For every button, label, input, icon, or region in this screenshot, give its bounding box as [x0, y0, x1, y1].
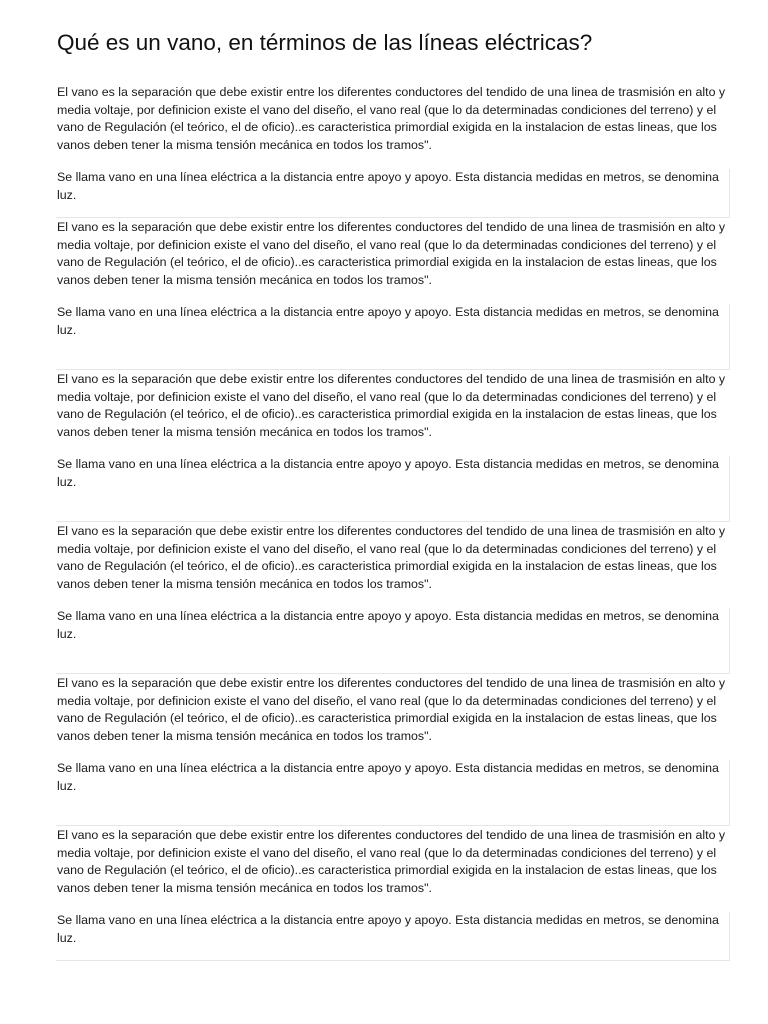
answer-paragraph: El vano es la separación que debe existir entre los diferentes conductores del tendido de una linea de trasmisión en alto y media voltaje, por definicion existe el vano del diseño, el vano real (que lo da determinadas condiciones del terreno) y el vano de Regulación (el teórico, el de oficio)..es caracteristica primordial exigida en la instalacion de estas lineas, que los vanos deben tener la misma tensión mecánica en todos los tramos". [57, 372, 726, 439]
page-title: Qué es un vano, en términos de las líneas eléctricas? [57, 30, 593, 55]
definition-box [56, 760, 730, 826]
definition-paragraph: Se llama vano en una línea eléctrica a la distancia entre apoyo y apoyo. Esta distancia medidas en metros, se denomina luz. [57, 305, 719, 337]
definition-box [56, 169, 730, 218]
answer-paragraph: El vano es la separación que debe existir entre los diferentes conductores del tendido de una linea de trasmisión en alto y media voltaje, por definicion existe el vano del diseño, el vano real (que lo da determinadas condiciones del terreno) y el vano de Regulación (el teórico, el de oficio)..es caracteristica primordial exigida en la instalacion de estas lineas, que los vanos deben tener la misma tensión mecánica en todos los tramos". [57, 220, 726, 287]
answer-paragraph: El vano es la separación que debe existir entre los diferentes conductores del tendido de una linea de trasmisión en alto y media voltaje, por definicion existe el vano del diseño, el vano real (que lo da determinadas condiciones del terreno) y el vano de Regulación (el teórico, el de oficio)..es caracteristica primordial exigida en la instalacion de estas lineas, que los vanos deben tener la misma tensión mecánica en todos los tramos". [57, 85, 726, 152]
answer-paragraph: El vano es la separación que debe existir entre los diferentes conductores del tendido de una linea de trasmisión en alto y media voltaje, por definicion existe el vano del diseño, el vano real (que lo da determinadas condiciones del terreno) y el vano de Regulación (el teórico, el de oficio)..es caracteristica primordial exigida en la instalacion de estas lineas, que los vanos deben tener la misma tensión mecánica en todos los tramos". [57, 828, 726, 895]
definition-paragraph: Se llama vano en una línea eléctrica a la distancia entre apoyo y apoyo. Esta distancia medidas en metros, se denomina luz. [57, 761, 719, 793]
definition-box [56, 304, 730, 370]
definition-box [56, 456, 730, 522]
definition-box [56, 608, 730, 674]
definition-paragraph: Se llama vano en una línea eléctrica a la distancia entre apoyo y apoyo. Esta distancia medidas en metros, se denomina luz. [57, 609, 719, 641]
definition-box [56, 912, 730, 961]
definition-paragraph: Se llama vano en una línea eléctrica a la distancia entre apoyo y apoyo. Esta distancia medidas en metros, se denomina luz. [57, 457, 719, 489]
answer-paragraph: El vano es la separación que debe existir entre los diferentes conductores del tendido de una linea de trasmisión en alto y media voltaje, por definicion existe el vano del diseño, el vano real (que lo da determinadas condiciones del terreno) y el vano de Regulación (el teórico, el de oficio)..es caracteristica primordial exigida en la instalacion de estas lineas, que los vanos deben tener la misma tensión mecánica en todos los tramos". [57, 524, 726, 591]
answer-paragraph: El vano es la separación que debe existir entre los diferentes conductores del tendido de una linea de trasmisión en alto y media voltaje, por definicion existe el vano del diseño, el vano real (que lo da determinadas condiciones del terreno) y el vano de Regulación (el teórico, el de oficio)..es caracteristica primordial exigida en la instalacion de estas lineas, que los vanos deben tener la misma tensión mecánica en todos los tramos". [57, 676, 726, 743]
definition-paragraph: Se llama vano en una línea eléctrica a la distancia entre apoyo y apoyo. Esta distancia medidas en metros, se denomina luz. [57, 913, 719, 945]
definition-paragraph: Se llama vano en una línea eléctrica a la distancia entre apoyo y apoyo. Esta distancia medidas en metros, se denomina luz. [57, 170, 719, 202]
